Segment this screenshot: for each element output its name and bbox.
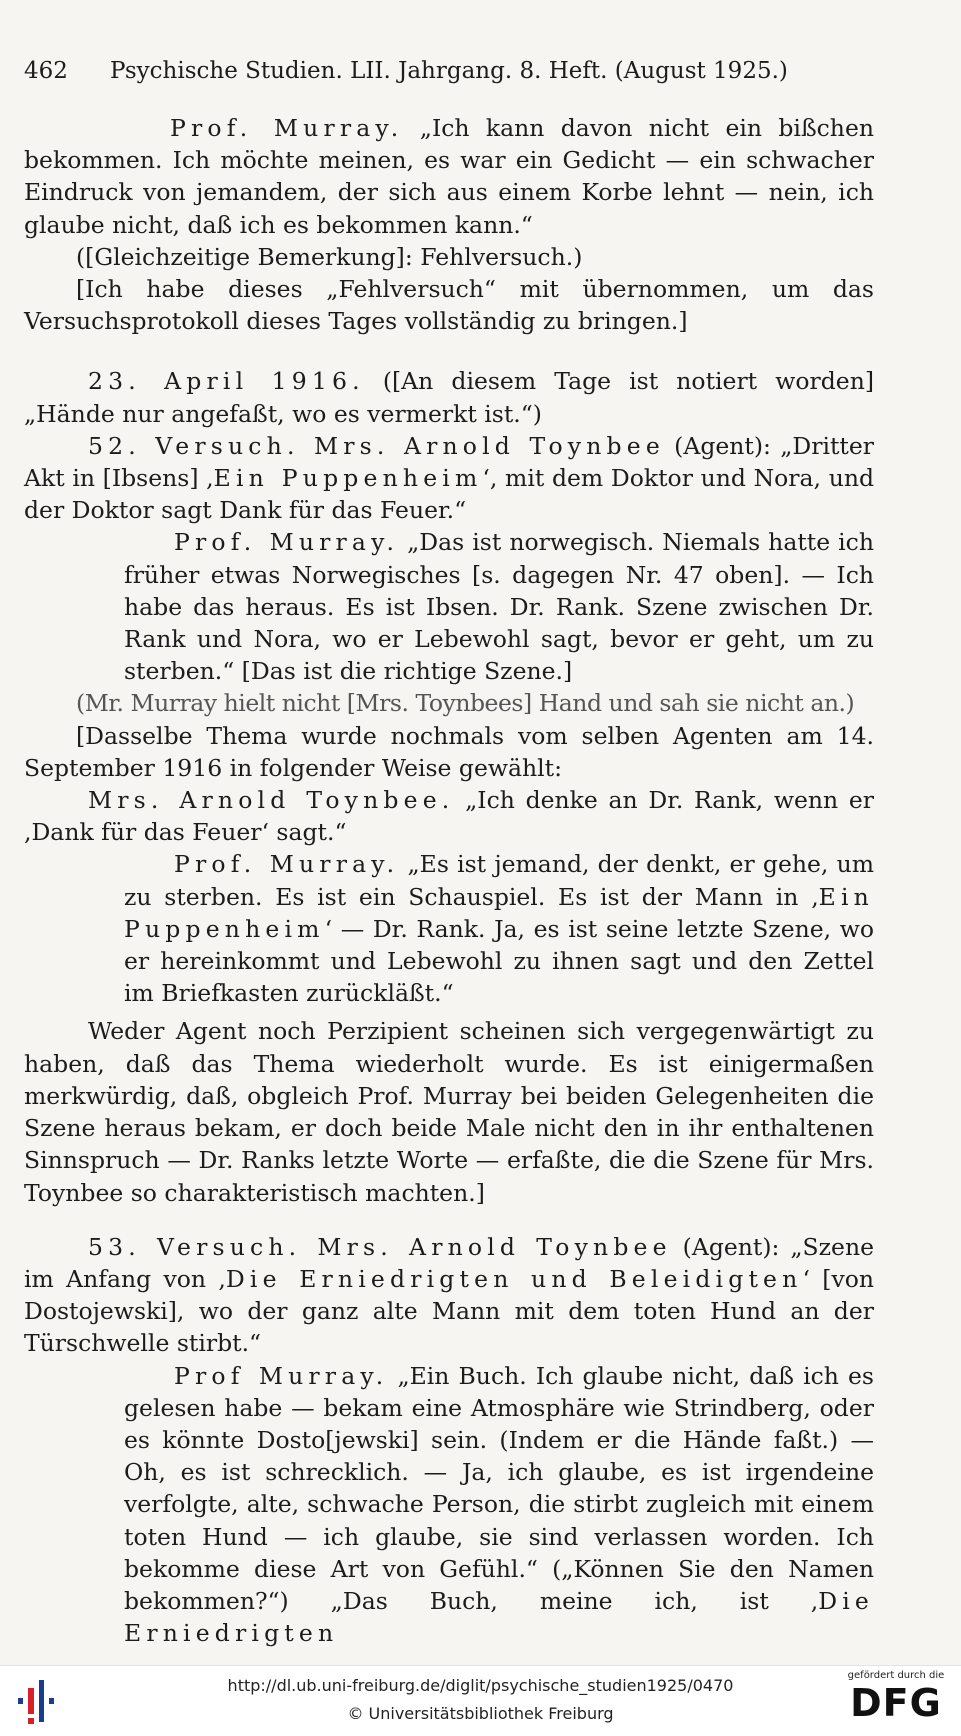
speaker-name: Prof Murray. [174,1361,389,1390]
paragraph-gap [24,1209,874,1231]
paragraph-agent-statement [24,784,874,848]
source-url-link[interactable]: http://dl.ub.uni-freiburg.de/diglit/psychische_studien1925/0470 [227,1676,734,1695]
paragraph-text: ‘ — Dr. Rank. Ja, es ist seine letzte Szene, wo er hereinkommt und Lebewohl zu ihnen sagt und den Zettel im Briefkasten zurückläßt.“ [124,914,874,1008]
work-title: Ein Puppenheim [213,464,483,493]
paragraph-text: „Das ist norwegisch. Niemals hatte ich früher etwas Norwegisches [s. dagegen Nr. 47 oben]. — Ich habe das heraus. Es ist Ibsen. Dr. Rank. Szene zwischen Dr. Rank und Nora, wo er Lebewohl sagt, bevor er geht, um zu sterben.“ [Das ist die richtige Szene.] [124,528,874,686]
experiment-number: 52. Versuch. [88,431,300,460]
paragraph-experiment-52 [24,430,874,527]
viewer-footer [0,1665,961,1736]
paragraph-gap [24,337,874,365]
paragraph-text: „Ich denke an Dr. Rank, wenn er ,Dank für das Feuer‘ sagt.“ [24,786,874,847]
agent-name: Mrs. Arnold Toynbee [301,1232,672,1261]
paragraph-editor-note-2: [Dasselbe Thema wurde nochmals vom selben Agenten am 14. September 1916 in folgender Weise gewählt: [24,721,874,782]
paragraph-text: „Es ist jemand, der denkt, er gehe, um zu sterben. Es ist ein Schauspiel. Es ist der Mann in , [124,850,875,911]
agent-name: Mrs. Arnold Toynbee. [88,786,455,815]
paragraph-text: ‘, mit dem Doktor und Nora, und der Doktor sagt Dank für das Feuer.“ [24,464,875,525]
paragraph-remark: ([Gleichzeitige Bemerkung]: Fehlversuch.) [76,242,583,271]
work-title: Ein Puppenheim [124,882,874,943]
paragraph-remark-2: (Mr. Murray hielt nicht [Mrs. Toynbees] Hand und sah sie nicht an.) [76,689,855,718]
running-header [24,58,931,84]
paragraph-murray-3 [24,848,874,1009]
dfg-tagline: gefördert durch die [847,1670,945,1681]
paragraph-text: (Agent): „Dritter Akt in [Ibsens] , [24,431,874,493]
date-label: 23. April 1916. [88,367,365,396]
paragraph-experiment-53 [24,1231,874,1360]
paragraph-text: „Ich kann davon nicht ein bißchen bekommen. Ich möchte meinen, es war ein Gedicht — ein schwacher Eindruck von jemandem, der sich aus einem Korbe lehnt — nein, ich glaube nicht, daß ich es bekommen kann.“ [24,114,874,239]
paragraph-text: ([An diesem Tage ist notiert worden] „Hände nur angefaßt, wo es vermerkt ist.“) [24,367,874,428]
copyright-notice: © Universitätsbibliothek Freiburg [347,1704,614,1723]
speaker-name: Prof. Murray. [174,850,400,879]
running-title: Psychische Studien. LII. Jahrgang. 8. Heft. (August 1925.) [110,58,788,84]
paragraph-commentary: Weder Agent noch Perzipient scheinen sich vergegenwärtigt zu haben, daß das Thema wiederholt wurde. Es ist einigermaßen merkwürdig, daß, obgleich Prof. Murray bei beiden Gelegenheiten die Szene heraus bekam, er doch beide Male nicht den in ihr enthaltenen Sinnspruch — Dr. Ranks letzte Worte — erfaßte, die die Szene für Mrs. Toynbee so charakteristisch machten.] [24,1017,874,1207]
dfg-logo-icon: DFG [850,1681,942,1725]
dfg-logo [845,1670,947,1732]
work-title: Die Erniedrigten [124,1586,874,1648]
paragraph-text: (Agent): „Szene im Anfang von , [24,1232,874,1293]
paragraph-text: ‘ [von Dostojewski], wo der ganz alte Mann mit dem toten Hund an der Türschwelle stirbt.“ [24,1264,875,1358]
paragraph-murray-4 [24,1360,874,1650]
work-title: Die Erniedrigten und Beleidigten [225,1264,803,1293]
page-number: 462 [24,58,68,84]
paragraph-date [24,365,874,429]
speaker-name: Prof. Murray. [174,528,400,557]
speaker-name: Prof. Murray. [170,114,404,142]
paragraph-murray-2 [24,526,874,687]
page-body [24,112,874,1649]
experiment-number: 53. Versuch. [88,1232,302,1261]
agent-name: Mrs. Arnold Toynbee [299,431,665,460]
paragraph-editor-note-1: [Ich habe dieses „Fehlversuch“ mit übernommen, um das Versuchsprotokoll dieses Tages vollständig zu bringen.] [24,275,874,336]
paragraph-text: „Ein Buch. Ich glaube nicht, daß ich es gelesen habe — bekam eine Atmosphäre wie Strindberg, oder es könnte Dosto[jewski] sein. (Indem er die Hände faßt.) — Oh, es ist schrecklich. — Ja, ich glaube, es ist irgendeine verfolgte, alte, schwache Person, die stirbt zugleich mit einem toten Hund — ich glaube, sie sind verlassen worden. Ich bekomme diese Art von Gefühl.“ („Können Sie den Namen bekommen?“) „Das Buch, meine ich, ist , [124,1361,874,1615]
paragraph-murray-1 [24,112,874,241]
